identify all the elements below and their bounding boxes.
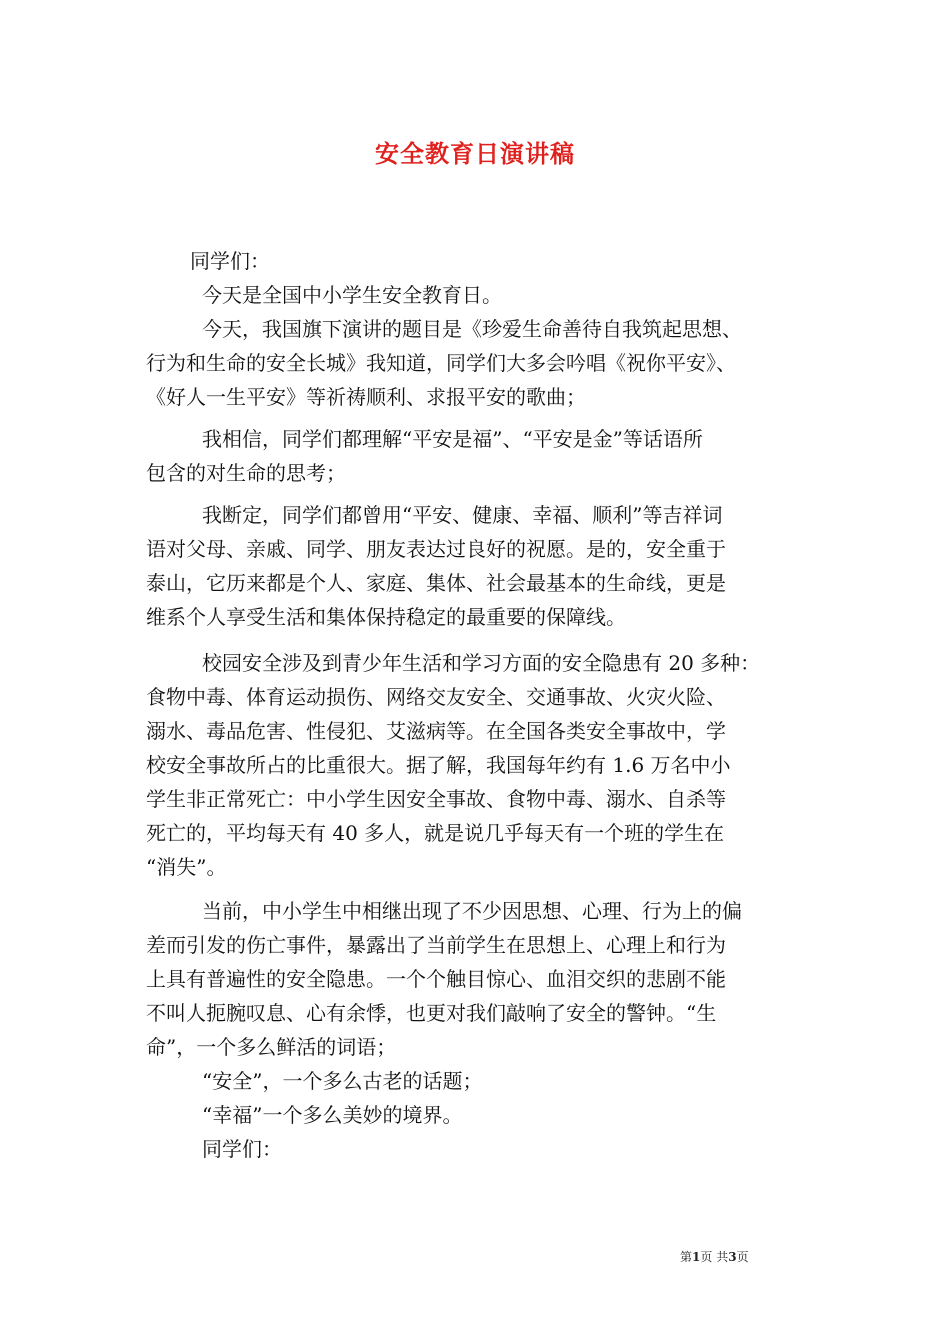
total-page-count: 3	[728, 1250, 737, 1264]
body-line: 同学们：	[202, 1137, 282, 1161]
body-line: 同学们：	[190, 249, 270, 273]
body-line: 语对父母、亲戚、同学、朋友表达过良好的祝愿。是的，安全重于	[146, 537, 726, 561]
footer-suffix: 页	[736, 1250, 749, 1264]
body-line: 包含的对生命的思考；	[146, 461, 346, 485]
body-line: 上具有普遍性的安全隐患。一个个触目惊心、血泪交织的悲剧不能	[146, 967, 726, 991]
body-line: 行为和生命的安全长城》我知道，同学们大多会吟唱《祝你平安》、	[146, 351, 736, 375]
body-line: 溺水、毒品危害、性侵犯、艾滋病等。在全国各类安全事故中，学	[146, 719, 726, 743]
body-line: “安全”，一个多么古老的话题；	[202, 1069, 483, 1093]
body-line: “幸福”一个多么美妙的境界。	[202, 1103, 463, 1127]
document-title: 安全教育日演讲稿	[375, 140, 575, 168]
body-line: 食物中毒、体育运动损伤、网络交友安全、交通事故、火灾火险、	[146, 685, 726, 709]
body-line: 死亡的，平均每天有 40 多人，就是说几乎每天有一个班的学生在	[146, 821, 725, 845]
body-line: 《好人一生平安》等祈祷顺利、求报平安的歌曲；	[146, 385, 586, 409]
body-line: 校园安全涉及到青少年生活和学习方面的安全隐患有 20 多种：	[202, 651, 761, 675]
footer-middle: 页 共	[700, 1250, 729, 1264]
body-line: “消失”。	[146, 855, 227, 879]
footer-prefix: 第	[680, 1250, 693, 1264]
body-line: 今天，我国旗下演讲的题目是《珍爱生命善待自我筑起思想、	[202, 317, 742, 341]
body-line: 我断定，同学们都曾用“平安、健康、幸福、顺利”等吉祥词	[202, 503, 723, 527]
body-line: 我相信，同学们都理解“平安是福”、“平安是金”等话语所	[202, 427, 703, 451]
page-number-footer	[680, 1248, 749, 1265]
current-page-number: 1	[692, 1250, 701, 1264]
body-line: 校安全事故所占的比重很大。据了解，我国每年约有 1.6 万名中小	[146, 753, 731, 777]
body-line: 维系个人享受生活和集体保持稳定的最重要的保障线。	[146, 605, 626, 629]
body-line: 不叫人扼腕叹息、心有余悸，也更对我们敲响了安全的警钟。“生	[146, 1001, 717, 1025]
body-line: 命”，一个多么鲜活的词语；	[146, 1035, 397, 1059]
body-line: 泰山，它历来都是个人、家庭、集体、社会最基本的生命线，更是	[146, 571, 726, 595]
body-line: 学生非正常死亡：中小学生因安全事故、食物中毒、溺水、自杀等	[146, 787, 726, 811]
body-line: 今天是全国中小学生安全教育日。	[202, 283, 502, 307]
body-line: 当前，中小学生中相继出现了不少因思想、心理、行为上的偏	[202, 899, 742, 923]
body-line: 差而引发的伤亡事件，暴露出了当前学生在思想上、心理上和行为	[146, 933, 726, 957]
